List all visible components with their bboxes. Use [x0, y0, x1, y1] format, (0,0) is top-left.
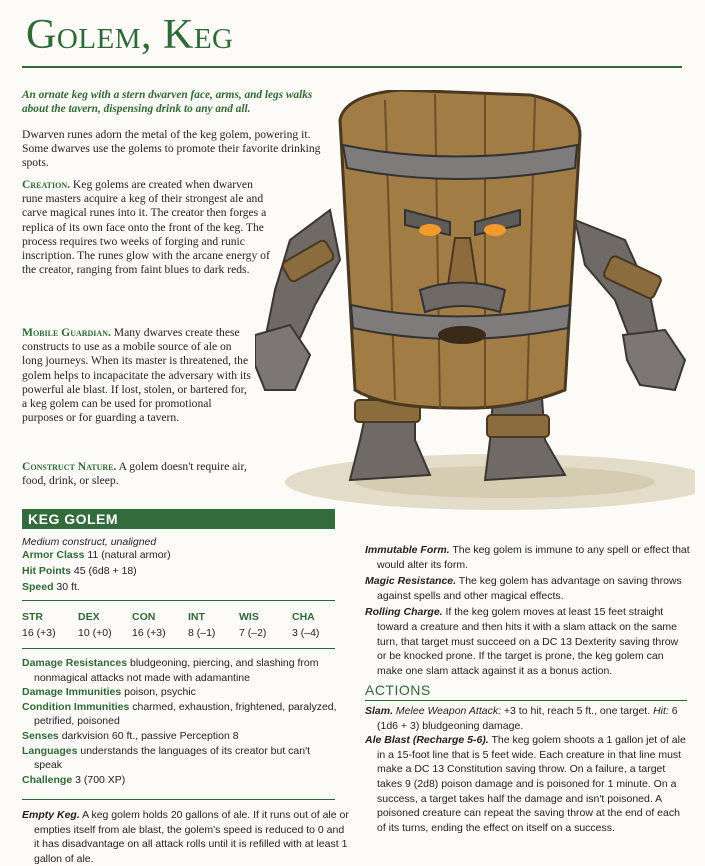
ability-cha-label: CHA: [292, 611, 315, 623]
construct-nature-paragraph: [22, 460, 272, 488]
ability-wis-value: 7 (–2): [239, 627, 267, 639]
keg-golem-illustration: [255, 90, 695, 520]
title-divider: [22, 66, 682, 68]
actions-divider: [365, 700, 687, 701]
action-slam: Slam. Melee Weapon Attack: +3 to hit, reach 5 ft., one target. Hit: 6 (1d6 + 3) bludgeoning damage.: [365, 705, 678, 732]
mobile-guardian-heading: Mobile Guardian.: [22, 326, 111, 339]
statblock-subtitle: Medium construct, unaligned: [22, 536, 157, 548]
ability-con-label: CON: [132, 611, 156, 623]
construct-nature-text: A golem doesn't require air, food, drink, or sleep.: [22, 460, 247, 488]
creation-text: Keg golems are created when dwarven rune masters acquire a keg of their strongest ale and carve magical runes into it. The creator then forges a replica of its own face onto the front of the keg. The process requires two weeks of forging and runic inscription. The runes glow with the arcane energy of the creator, ranging from faint blues to dark reds.: [22, 178, 270, 277]
ability-cha-value: 3 (–4): [292, 627, 320, 639]
page-title: Golem, Keg: [26, 12, 234, 58]
statblock-divider: [22, 799, 335, 800]
languages: Languages understands the languages of its creator but can't speak: [22, 744, 311, 772]
damage-resistances: Damage Resistances bludgeoning, piercing, and slashing from nonmagical attacks not made with adamantine: [22, 657, 319, 684]
statblock-divider: [22, 648, 335, 649]
intro-text: An ornate keg with a stern dwarven face, arms, and legs walks about the tavern, dispensing drink to any and all.: [22, 89, 313, 115]
armor-class: Armor Class 11 (natural armor): [22, 549, 171, 561]
ability-dex-label: DEX: [78, 611, 100, 623]
trait-rolling-charge: Rolling Charge. If the keg golem moves at least 15 feet straight toward a creature and then hits it with a slam attack on the same turn, that target must succeed on a DC 13 Dexterity saving throw or be knocked prone. If the target is prone, the keg golem can make one slam attack against it as a bonus action.: [365, 606, 679, 677]
creation-heading: Creation.: [22, 178, 71, 191]
ability-dex-value: 10 (+0): [78, 627, 112, 639]
actions-heading: ACTIONS: [365, 682, 431, 698]
trait-empty-keg: Empty Keg. A keg golem holds 20 gallons of ale. If it runs out of ale or empties itself from ale blast, the golem's speed is reduced to 0 and it has disadvantage on all attack rolls until it is refilled with at least 1 gallon of ale.: [22, 809, 349, 865]
ability-con-value: 16 (+3): [132, 627, 166, 639]
creation-paragraph: [22, 178, 274, 277]
mobile-guardian-text: Many dwarves create these constructs to use as a mobile source of ale on long journeys. When its master is threatened, the golem helps to incapacitate the adversary with its powerful ale blast. If lost, stolen, or bartered for, a keg golem can be used for promotional purposes or for guarding a tavern.: [22, 326, 251, 425]
ability-int-label: INT: [188, 611, 205, 623]
mobile-guardian-paragraph: [22, 326, 254, 425]
ability-str-label: STR: [22, 611, 43, 623]
challenge: Challenge 3 (700 XP): [22, 773, 126, 786]
condition-immunities: Condition Immunities charmed, exhaustion, frightened, paralyzed, petrified, poisoned: [22, 700, 337, 728]
action-ale-blast: Ale Blast (Recharge 5-6). The keg golem shoots a 1 gallon jet of ale in a 15-foot line that is 5 feet wide. Each creature in that line must make a DC 13 Constitution saving throw. On a failure, a target takes 9 (2d8) poison damage and is poisoned for 1 minute. On a success, a target takes half the damage and isn't poisoned. A poisoned creature can repeat the saving throw at the end of each of its turns, ending the effect on itself on a success.: [365, 734, 686, 834]
trait-magic-resistance: Magic Resistance. The keg golem has advantage on saving throws against spells and other magical effects.: [365, 575, 682, 602]
hit-points: Hit Points 45 (6d8 + 18): [22, 565, 137, 577]
speed: Speed 30 ft.: [22, 581, 80, 593]
construct-nature-heading: Construct Nature.: [22, 460, 117, 473]
statblock-divider: [22, 600, 335, 601]
trait-immutable-form: Immutable Form. The keg golem is immune to any spell or effect that would alter its form.: [365, 544, 690, 571]
senses: Senses darkvision 60 ft., passive Perception 8: [22, 729, 239, 742]
statblock-name: KEG GOLEM: [28, 511, 119, 527]
lore-paragraph: Dwarven runes adorn the metal of the keg golem, powering it. Some dwarves use the golems to promote their favorite drinking spots.: [22, 128, 321, 170]
ability-wis-label: WIS: [239, 611, 259, 623]
ability-str-value: 16 (+3): [22, 627, 56, 639]
damage-immunities: Damage Immunities poison, psychic: [22, 686, 196, 699]
ability-int-value: 8 (–1): [188, 627, 216, 639]
